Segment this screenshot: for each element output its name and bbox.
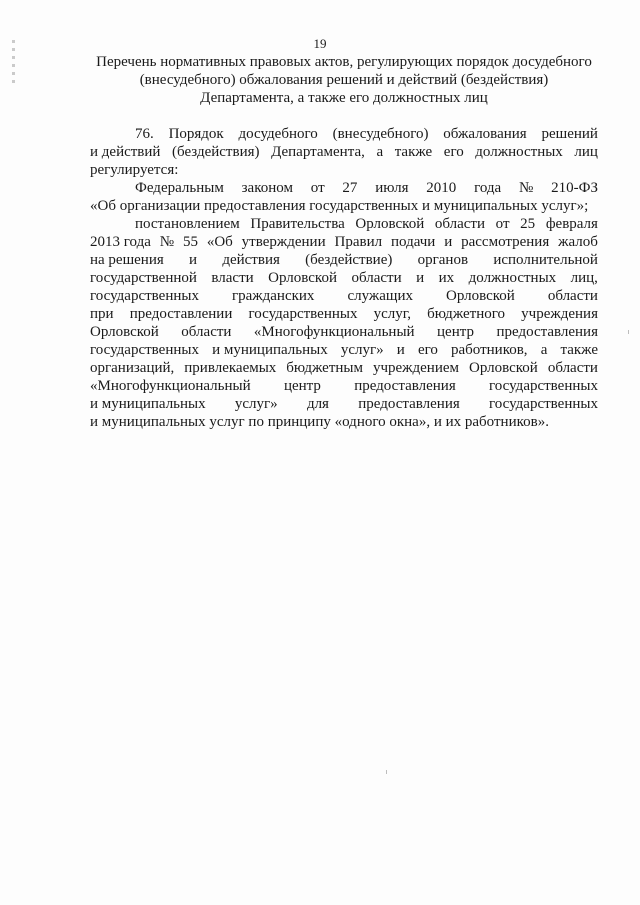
word: (бездействия) [172,144,260,160]
word: услуг» [340,342,384,358]
word: и [416,270,425,286]
word: лиц, [570,270,598,286]
word: а [376,144,384,160]
word: должностных [475,144,563,160]
document-body [90,125,598,431]
title-line: Перечень нормативных правовых актов, регулирующих порядок досудебного [96,54,592,70]
word: решений [541,126,598,142]
word: «Об организации предоставления государственных и муниципальных услуг»; [90,198,589,214]
word: Порядок [168,126,224,142]
word: области [434,216,486,232]
title-line: Департамента, а также его должностных лиц [200,90,488,106]
word: законом [241,180,293,196]
word: области [181,324,232,340]
word: Федеральным [135,180,224,196]
word: года [474,180,502,196]
word: предоставления [496,324,598,340]
word: при [90,306,114,322]
word: его [417,342,438,358]
word: досудебного [238,126,318,142]
word: Орловской [90,324,159,340]
word: и муниципальных услуг по принципу «одного окна», и их работников». [90,414,549,430]
text-line [90,233,598,251]
word: Орловской [268,270,337,286]
word: 2013 года [90,234,151,250]
word: гражданских [231,288,315,304]
word: рассмотрения [461,234,550,250]
word: Орловской [469,360,538,376]
word: лиц [574,144,598,160]
text-line [90,125,598,143]
text-line [90,341,598,359]
word: бюджетного [427,306,506,322]
word: 76. [135,126,154,142]
word: работников, [451,342,528,358]
word: Орловской [355,216,425,232]
word: и [189,252,198,268]
word: Правил [334,234,383,250]
word: государственных [489,378,598,394]
text-line [90,323,598,341]
word: от [495,216,510,232]
word: организаций, [90,360,175,376]
word: а [540,342,548,358]
word: обжалования [443,126,527,142]
text-line [90,215,598,233]
word: предоставления [354,378,456,394]
text-line [90,287,598,305]
title-line: (внесудебного) обжалования решений и действий (бездействия) [139,72,549,88]
word: услуг, [373,306,411,322]
word: «Об [206,234,233,250]
word: февраля [545,216,598,232]
word: услуг» [234,396,278,412]
word: исполнительной [493,252,598,268]
word: его [443,144,464,160]
word: действия [222,252,280,268]
word: 27 [342,180,358,196]
word: также [394,144,433,160]
word: их [438,270,455,286]
word: также [560,342,598,358]
word: должностных [468,270,557,286]
word: подачи [390,234,436,250]
document-title [90,53,598,107]
word: учреждением [372,360,460,376]
text-line [90,269,598,287]
word: регулируется: [90,162,179,178]
word: учреждения [521,306,598,322]
text-line [90,377,598,395]
text-line [90,161,598,179]
word: (внесудебного) [332,126,429,142]
word: «Многофункциональный [253,324,415,340]
word: № [159,234,175,250]
word: государственных [90,288,199,304]
text-line [90,359,598,377]
word: государственной [90,270,197,286]
word: и [444,234,453,250]
word: № [519,180,534,196]
word: (бездействие) [305,252,393,268]
word: утверждении [241,234,326,250]
text-line [90,413,598,431]
word: центр [437,324,474,340]
word: органов [417,252,469,268]
text-line [90,305,598,323]
scan-artifact-dot [628,330,629,334]
word: «Многофункциональный [90,378,251,394]
word: бюджетным [286,360,363,376]
word: на решения [90,252,164,268]
page-number: 19 [313,36,327,51]
text-line [90,179,598,197]
word: центр [283,378,321,394]
word: государственных [90,342,199,358]
word: области [547,360,598,376]
word: 25 [520,216,536,232]
word: государственных [248,306,358,322]
word: области [351,270,402,286]
word: 55 [182,234,198,250]
word: жалоб [558,234,598,250]
text-line [90,143,598,161]
text-line [90,395,598,413]
word: постановлением [135,216,240,232]
scan-artifact-dot [386,770,387,774]
word: и муниципальных [90,396,206,412]
word: Департамента, [271,144,365,160]
word: предоставления [358,396,460,412]
word: 2010 [426,180,457,196]
word: от [310,180,325,196]
word: привлекаемых [184,360,277,376]
word: и [396,342,405,358]
word: июля [375,180,409,196]
word: власти [211,270,254,286]
word: предоставлении [129,306,233,322]
word: области [547,288,598,304]
word: государственных [489,396,598,412]
word: и действий [90,144,161,160]
text-line [90,197,598,215]
text-line [90,251,598,269]
word: 210-ФЗ [551,180,598,196]
word: для [306,396,329,412]
word: Правительства [250,216,345,232]
word: служащих [347,288,413,304]
word: и муниципальных [212,342,328,358]
word: Орловской [445,288,515,304]
